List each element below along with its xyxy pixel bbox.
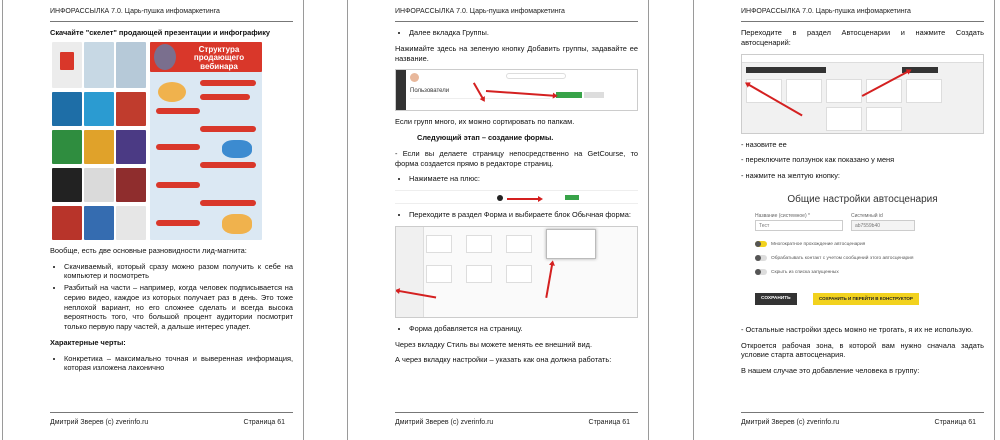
toggle-consider-messages[interactable] bbox=[755, 255, 767, 261]
form-list bbox=[409, 210, 638, 220]
dash-item: - нажмите на желтую кнопку: bbox=[741, 171, 840, 181]
paragraph-autoscenarios: Переходите в раздел Автосценарии и нажмите Создать автосценарий: bbox=[741, 28, 984, 47]
paragraph-add-group: Нажимайте здесь на зеленую кнопку Добавить группы, задавайте ее название. bbox=[395, 43, 638, 63]
breadcrumb-bar bbox=[746, 67, 826, 73]
top-nav bbox=[742, 55, 983, 63]
thumb-slide-6 bbox=[116, 130, 146, 164]
system-id-label: Системный id bbox=[851, 212, 883, 219]
fox-mascot-icon bbox=[154, 44, 176, 70]
scenario-card bbox=[826, 107, 862, 131]
poster-step bbox=[156, 144, 200, 150]
groups-screenshot bbox=[395, 69, 638, 111]
block-thumb bbox=[426, 265, 452, 283]
page-header: ИНФОРАССЫЛКА 7.0. Царь-пушка инфомаркетинга bbox=[741, 8, 911, 15]
list-item: • Нажимаете на плюс: bbox=[409, 174, 638, 184]
footer-page-number: Страница 61 bbox=[588, 419, 630, 426]
regular-form-block bbox=[546, 229, 596, 259]
paragraph-workzone: Откроется рабочая зона, в которой вам нужно сначала задать условие старта автосценария. bbox=[741, 340, 984, 360]
traits-list bbox=[64, 354, 293, 374]
block-thumb bbox=[466, 235, 492, 253]
page-content bbox=[741, 28, 984, 408]
red-arrow bbox=[486, 90, 556, 96]
sidebar-dark bbox=[396, 70, 406, 111]
page-content bbox=[395, 28, 638, 408]
add-group-button bbox=[556, 92, 582, 98]
thumb-person bbox=[84, 42, 114, 88]
header-divider bbox=[395, 21, 638, 22]
plus-list bbox=[409, 174, 638, 184]
poster-step bbox=[200, 126, 256, 132]
infographic-caption: Скачайте "скелет" продающей презентации и инфографику bbox=[50, 28, 271, 37]
save-button[interactable]: СОХРАНИТЬ bbox=[755, 293, 797, 305]
users-heading: Пользователи bbox=[410, 88, 450, 95]
paragraph-sort: Если групп много, их можно сортировать по папкам. bbox=[395, 117, 575, 127]
avatar bbox=[410, 73, 419, 82]
infographic-title: Структура продающего вебинара bbox=[193, 44, 245, 71]
list-item: • Форма добавляется на страницу. bbox=[409, 324, 638, 334]
poster-step bbox=[200, 162, 256, 168]
footer-divider bbox=[50, 412, 293, 413]
list-item: • Далее вкладка Группы. bbox=[409, 28, 638, 38]
thumb-slide-10 bbox=[52, 206, 82, 240]
red-arrow bbox=[545, 262, 553, 298]
scenario-name-field[interactable]: Тест bbox=[755, 220, 843, 231]
subheading-traits: Характерные черты: bbox=[50, 337, 126, 347]
poster-step bbox=[156, 182, 200, 188]
poster-step bbox=[200, 200, 256, 206]
page-header: ИНФОРАССЫЛКА 7.0. Царь-пушка инфомаркетинга bbox=[395, 8, 565, 15]
header-divider bbox=[741, 21, 984, 22]
header-divider bbox=[50, 21, 293, 22]
thumb-slide-11 bbox=[84, 206, 114, 240]
option-consider-messages: Обрабатывать контакт с учетом сообщений этого автосценария bbox=[771, 255, 914, 261]
thumb-slide-12 bbox=[116, 206, 146, 240]
block-thumb bbox=[506, 265, 532, 283]
thumb-person-2 bbox=[116, 42, 146, 88]
option-multiple-runs: Многократное прохождение автосценария bbox=[771, 241, 866, 247]
plus-screenshot bbox=[395, 190, 638, 204]
document-page-2 bbox=[347, 0, 649, 440]
list-item: • Конкретика – максимально точная и выверенная информация, которая изложена лаконично bbox=[64, 354, 293, 374]
lead-magnet-types-list bbox=[64, 262, 293, 332]
paragraph-settings: А через вкладку настройки – указать как она должна работать: bbox=[395, 355, 612, 365]
footer-author: Дмитрий Зверев (с) zverinfo.ru bbox=[395, 419, 494, 426]
page-content bbox=[50, 28, 293, 408]
paragraph-style: Через вкладку Стиль вы можете менять ее внешний вид. bbox=[395, 339, 593, 349]
autoscenario-settings-modal bbox=[741, 187, 984, 319]
footer-author: Дмитрий Зверев (с) zverinfo.ru bbox=[50, 419, 149, 426]
system-id-field: ab7559b40 bbox=[851, 220, 915, 231]
option-hide-from-list: Скрыть из списка запущенных bbox=[771, 269, 839, 275]
red-arrow bbox=[507, 198, 541, 200]
thumb-slide-1 bbox=[52, 92, 82, 126]
modal-title: Общие настройки автосценария bbox=[787, 193, 938, 205]
poster-step bbox=[156, 108, 200, 114]
toggle-multiple-runs[interactable] bbox=[755, 241, 767, 247]
paragraph-rest: - Остальные настройки здесь можно не трогать, я их не использую. bbox=[741, 324, 974, 334]
dash-item: - назовите ее bbox=[741, 139, 787, 149]
webinar-infographic bbox=[52, 42, 262, 240]
paragraph-case: В нашем случае это добавление человека в группу: bbox=[741, 366, 920, 376]
paragraph-getcourse: - Если вы делаете страницу непосредственно на GetCourse, то форма создается прямо в редакторе страниц. bbox=[395, 148, 638, 168]
poster-illustration bbox=[222, 140, 252, 158]
block-thumb bbox=[426, 235, 452, 253]
scenario-card bbox=[906, 79, 942, 103]
scenario-card bbox=[866, 107, 902, 131]
footer-page-number: Страница 61 bbox=[243, 419, 285, 426]
form-block-screenshot bbox=[395, 226, 638, 318]
thumb-slide-2 bbox=[84, 92, 114, 126]
list-item: • Скачиваемый, который сразу можно разом получить к себе на компьютер и посмотреть bbox=[64, 262, 293, 282]
list-item: • Разбитый на части – например, когда человек подписывается на серию видео, каждое из которых получает раз в день. Это тоже неплохой вариант, но его сложнее сделать и всегда высока вероятность того, что большой процент аудитории посмотрит только первую пару частей, а дальше интерес упадет. bbox=[64, 283, 293, 332]
block-thumb bbox=[506, 235, 532, 253]
added-list bbox=[409, 324, 638, 334]
paragraph-intro: Вообще, есть две основные разновидности лид-магнита: bbox=[50, 245, 247, 255]
thumb-slide-9 bbox=[116, 168, 146, 202]
autoscenarios-screenshot bbox=[741, 54, 984, 134]
footer-author: Дмитрий Зверев (с) zverinfo.ru bbox=[741, 419, 840, 426]
thumb-slide-3 bbox=[116, 92, 146, 126]
green-button bbox=[565, 195, 579, 200]
thumb-slide-5 bbox=[84, 130, 114, 164]
poster-step bbox=[156, 220, 200, 226]
footer-page-number: Страница 61 bbox=[934, 419, 976, 426]
page-header: ИНФОРАССЫЛКА 7.0. Царь-пушка инфомаркетинга bbox=[50, 8, 220, 15]
block-category-sidebar bbox=[396, 227, 424, 318]
scenario-card bbox=[786, 79, 822, 103]
scenario-card bbox=[746, 79, 782, 103]
footer-divider bbox=[741, 412, 984, 413]
thumb-slide-4 bbox=[52, 130, 82, 164]
poster-step bbox=[200, 94, 250, 100]
document-page-3 bbox=[693, 0, 995, 440]
scenario-card bbox=[826, 79, 862, 103]
thumb-slide-8 bbox=[84, 168, 114, 202]
name-field-label: Название (системное) * bbox=[755, 212, 810, 219]
secondary-button bbox=[584, 92, 604, 98]
search-input bbox=[506, 73, 566, 79]
document-page-1 bbox=[2, 0, 304, 440]
poster-step bbox=[200, 80, 256, 86]
step-3-heading: Следующий этап – создание формы. bbox=[417, 133, 554, 143]
plus-icon bbox=[497, 195, 503, 201]
poster-illustration bbox=[158, 82, 186, 102]
dash-item: - переключите ползунок как показано у меня bbox=[741, 155, 895, 165]
poster-illustration bbox=[222, 214, 252, 234]
save-and-open-constructor-button[interactable]: СОХРАНИТЬ И ПЕРЕЙТИ В КОНСТРУКТОР bbox=[813, 293, 919, 305]
pdf-icon bbox=[60, 52, 74, 70]
thumb-slide-7 bbox=[52, 168, 82, 202]
list-item: • Переходите в раздел Форма и выбираете блок Обычная форма: bbox=[409, 210, 638, 220]
tab-list bbox=[409, 28, 638, 38]
toggle-hide-from-list[interactable] bbox=[755, 269, 767, 275]
footer-divider bbox=[395, 412, 638, 413]
block-thumb bbox=[466, 265, 492, 283]
